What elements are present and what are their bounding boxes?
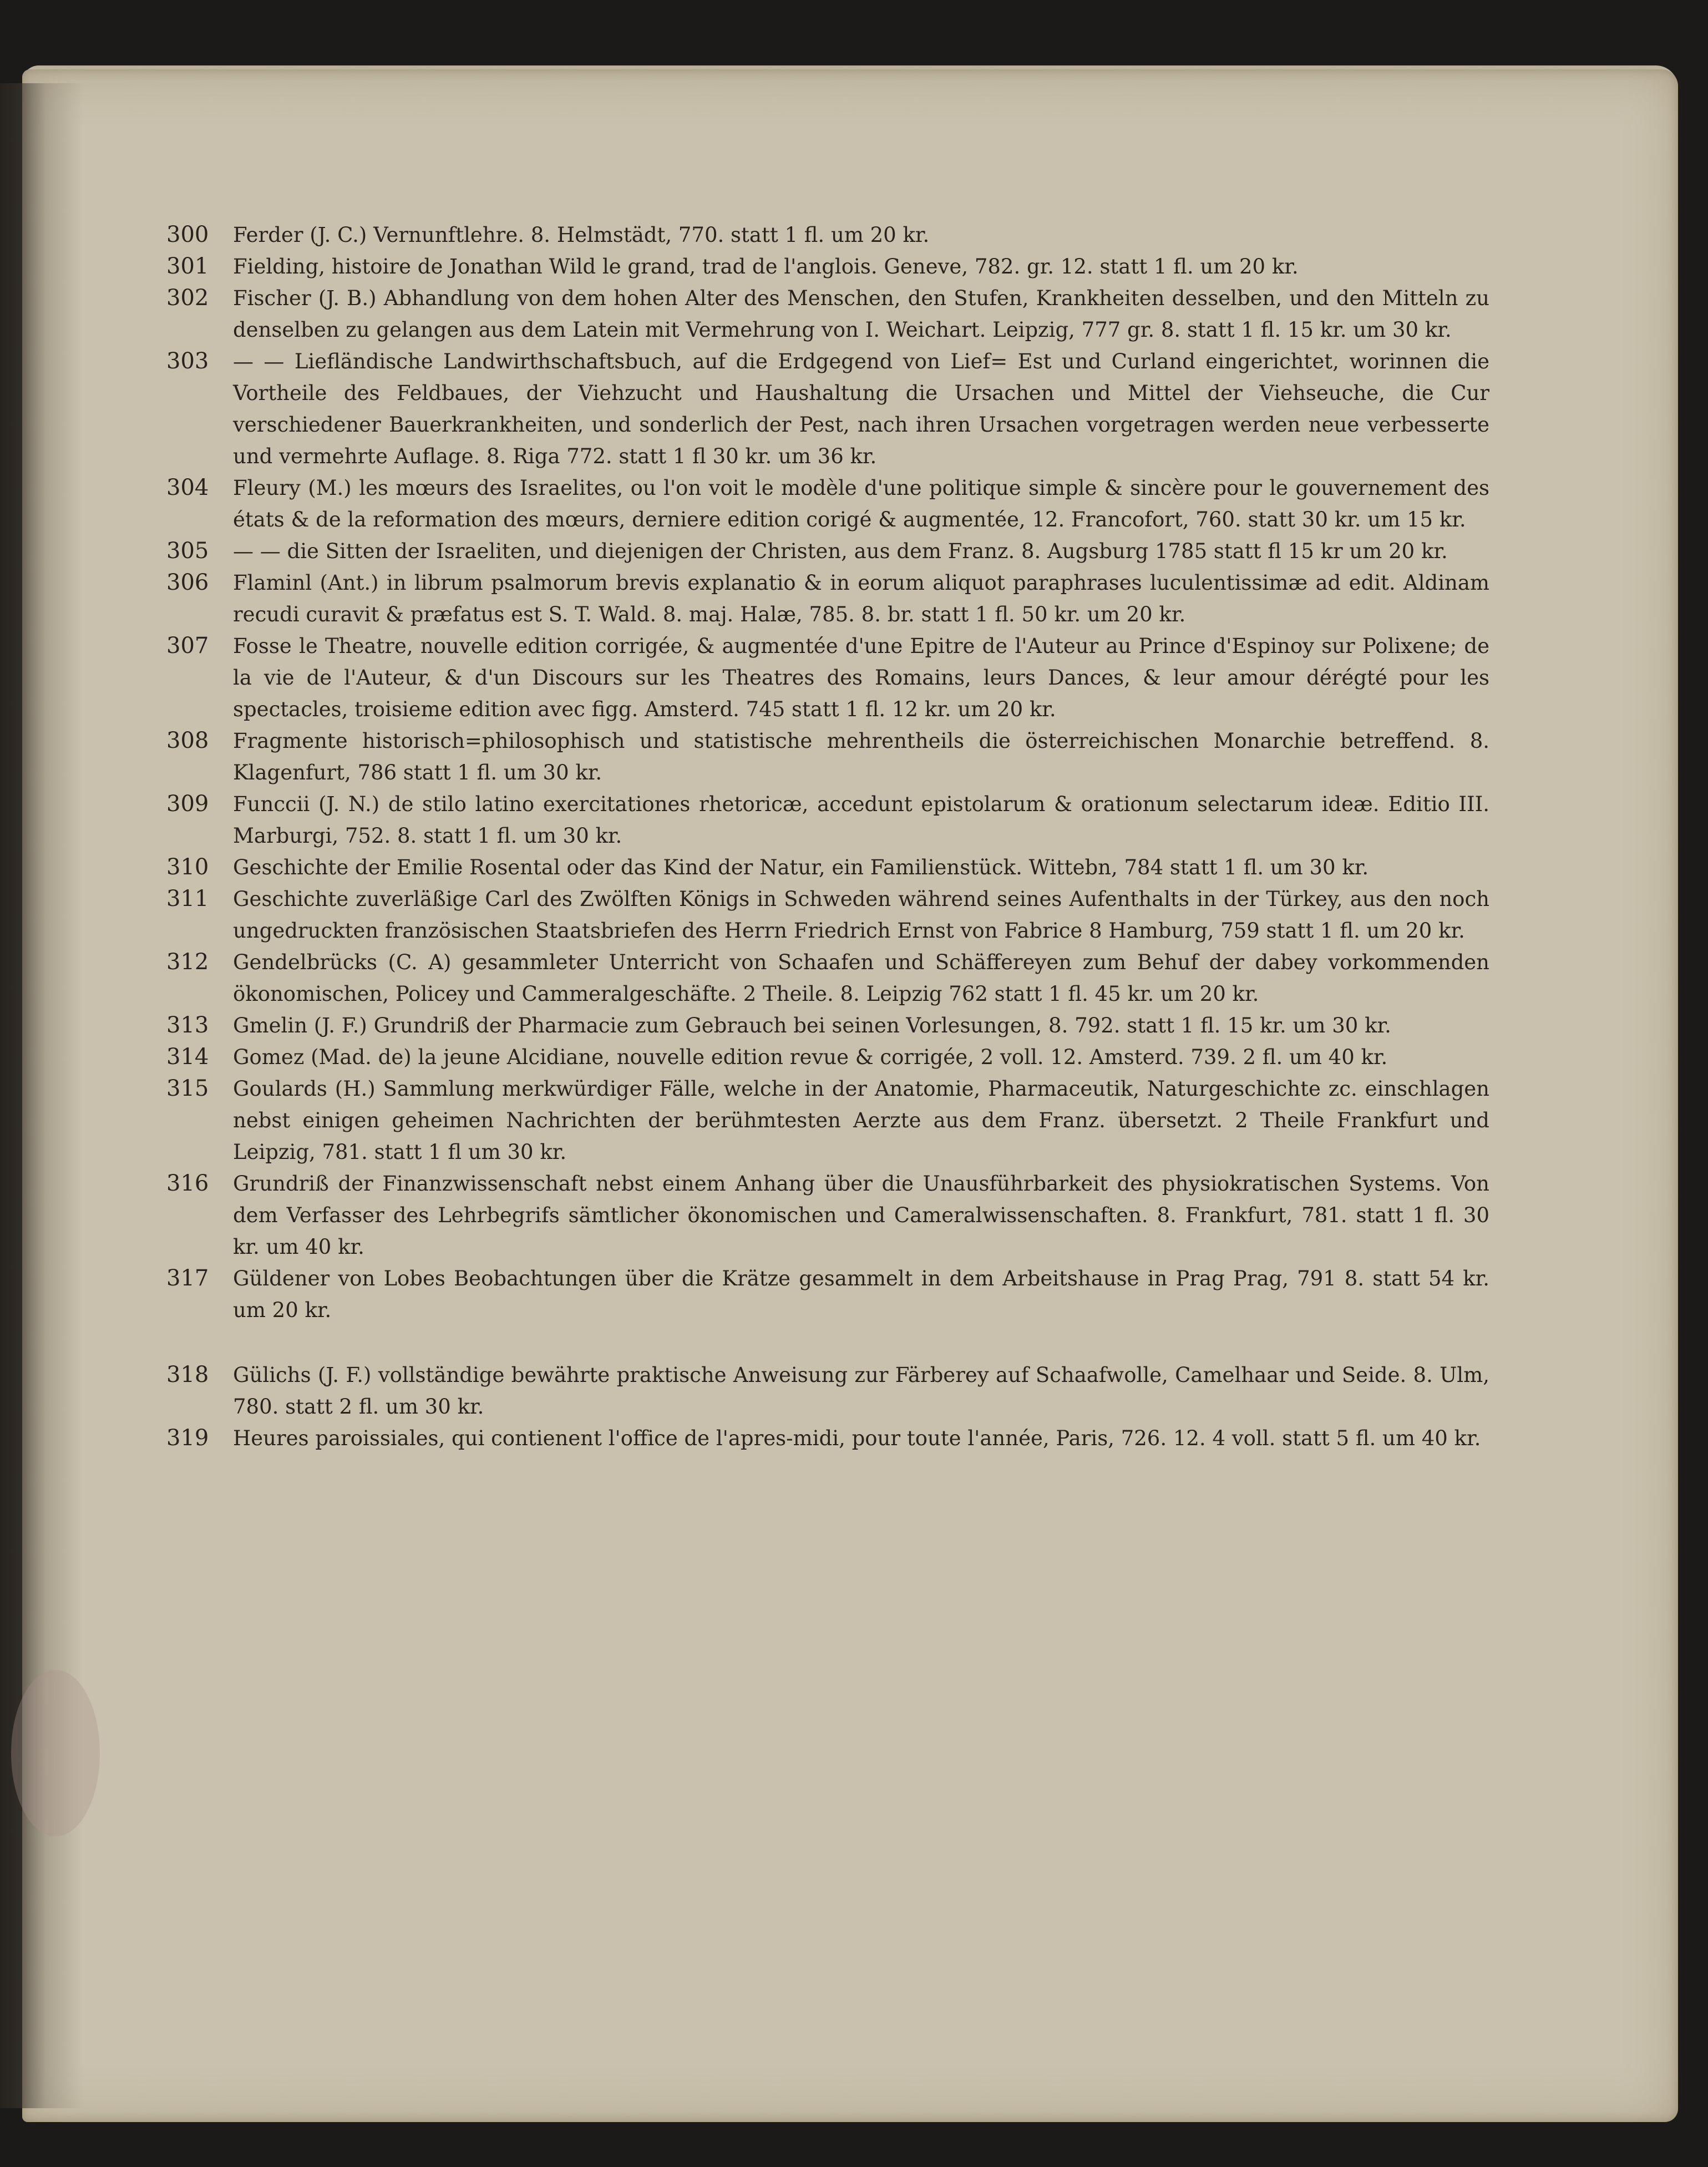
entry-number: 314	[166, 1044, 209, 1070]
catalogue-entry	[166, 630, 1489, 725]
entry-number: 315	[166, 1076, 209, 1101]
catalogue-entry	[166, 852, 1489, 883]
entry-number: 308	[166, 728, 209, 753]
catalogue-entry	[166, 1010, 1489, 1041]
entry-number: 312	[166, 949, 209, 975]
entry-text: Heures paroissiales, qui contienent l'office de l'apres-midi, pour toute l'année, Paris, 726. 12. 4 voll. statt 5 fl. um 40 kr.	[233, 1426, 1481, 1450]
catalogue-entry	[166, 1041, 1489, 1073]
entry-text: Fragmente historisch=philosophisch und statistische mehrentheils die österreichischen Monarchie betreffend. 8. Klagenfurt, 786 statt 1 fl. um 30 kr.	[233, 729, 1489, 784]
catalogue-entry	[166, 1422, 1489, 1454]
entry-number: 313	[166, 1012, 209, 1038]
entry-number: 304	[166, 475, 209, 500]
entry-number: 317	[166, 1265, 209, 1291]
catalogue-entry	[166, 788, 1489, 852]
catalogue-entry	[166, 251, 1489, 282]
entry-number: 303	[166, 348, 209, 374]
entry-number: 316	[166, 1171, 209, 1196]
entry-text: Gendelbrücks (C. A) gesammleter Unterricht von Schaafen und Schäffereyen zum Behuf der dabey vorkommenden ökonomischen, Policey und Cammeralgeschäfte. 2 Theile. 8. Leipzig 762 statt 1 fl. 45 kr. um 20 kr.	[233, 950, 1489, 1006]
catalogue-entry	[166, 1168, 1489, 1263]
entry-text: Grundriß der Finanzwissenschaft nebst einem Anhang über die Unausführbarkeit des physiokratischen Systems. Von dem Verfasser des Lehrbegrifs sämtlicher ökonomischen und Cameralwissenschaften. 8. Frankfurt, 781. statt 1 fl. 30 kr. um 40 kr.	[233, 1172, 1489, 1259]
entry-number: 306	[166, 570, 209, 595]
entry-number: 307	[166, 633, 209, 659]
catalogue-entry	[166, 1359, 1489, 1422]
entry-text: Fosse le Theatre, nouvelle edition corrigée, & augmentée d'une Epitre de l'Auteur au Prince d'Espinoy sur Polixene; de la vie de l'Auteur, & d'un Discours sur les Theatres des Romains, leurs Dances, & leur amour dérégté pour les spectacles, troisieme edition avec figg. Amsterd. 745 statt 1 fl. 12 kr. um 20 kr.	[233, 634, 1489, 721]
entry-number: 319	[166, 1425, 209, 1451]
entry-text: Gomez (Mad. de) la jeune Alcidiane, nouvelle edition revue & corrigée, 2 voll. 12. Amsterd. 739. 2 fl. um 40 kr.	[233, 1045, 1388, 1069]
entry-number: 318	[166, 1362, 209, 1388]
catalogue-entry	[166, 472, 1489, 535]
catalogue-entry-list	[166, 219, 1489, 1454]
catalogue-entry	[166, 1263, 1489, 1326]
entry-text: Fleury (M.) les mœurs des Israelites, ou l'on voit le modèle d'une politique simple & sincère pour le gouvernement des états & de la reformation des mœurs, derniere edition corigé & augmentée, 12. Francofort, 760. statt 30 kr. um 15 kr.	[233, 476, 1489, 531]
catalogue-entry	[166, 725, 1489, 788]
entry-text: Fischer (J. B.) Abhandlung von dem hohen Alter des Menschen, den Stufen, Krankheiten desselben, und den Mitteln zu denselben zu gelangen aus dem Latein mit Vermehrung von I. Weichart. Leipzig, 777 gr. 8. statt 1 fl. 15 kr. um 30 kr.	[233, 286, 1489, 342]
paper-stain	[11, 1670, 100, 1836]
entry-text: Geschichte der Emilie Rosental oder das Kind der Natur, ein Familienstück. Wittebn, 784 statt 1 fl. um 30 kr.	[233, 855, 1369, 879]
entry-text: Gmelin (J. F.) Grundriß der Pharmacie zum Gebrauch bei seinen Vorlesungen, 8. 792. statt 1 fl. 15 kr. um 30 kr.	[233, 1014, 1391, 1037]
catalogue-entry	[166, 567, 1489, 630]
entry-text: Güldener von Lobes Beobachtungen über die Krätze gesammelt in dem Arbeitshause in Prag Prag, 791 8. statt 54 kr. um 20 kr.	[233, 1267, 1489, 1322]
entry-text: Flaminl (Ant.) in librum psalmorum brevis explanatio & in eorum aliquot paraphrases luculentissimæ ad edit. Aldinam recudi curavit & præfatus est S. T. Wald. 8. maj. Halæ, 785. 8. br. statt 1 fl. 50 kr. um 20 kr.	[233, 571, 1489, 626]
catalogue-entry	[166, 219, 1489, 251]
catalogue-entry	[166, 946, 1489, 1010]
entry-text: Fielding, histoire de Jonathan Wild le grand, trad de l'anglois. Geneve, 782. gr. 12. statt 1 fl. um 20 kr.	[233, 255, 1299, 279]
catalogue-entry	[166, 346, 1489, 472]
entry-text: Geschichte zuverläßige Carl des Zwölften Königs in Schweden während seines Aufenthalts in der Türkey, aus den noch ungedruckten französischen Staatsbriefen des Herrn Friedrich Ernst von Fabrice 8 Hamburg, 759 statt 1 fl. um 20 kr.	[233, 887, 1489, 943]
entry-text: Funccii (J. N.) de stilo latino exercitationes rhetoricæ, accedunt epistolarum & orationum selectarum ideæ. Editio III. Marburgi, 752. 8. statt 1 fl. um 30 kr.	[233, 792, 1489, 848]
catalogue-entry	[166, 883, 1489, 946]
entry-number: 302	[166, 285, 209, 311]
entry-text: Gülichs (J. F.) vollständige bewährte praktische Anweisung zur Färberey auf Schaafwolle, Camelhaar und Seide. 8. Ulm, 780. statt 2 fl. um 30 kr.	[233, 1363, 1489, 1419]
catalogue-entry	[166, 535, 1489, 567]
entry-number: 301	[166, 254, 209, 279]
catalogue-entry	[166, 282, 1489, 346]
catalogue-entry	[166, 1073, 1489, 1168]
entry-text: Ferder (J. C.) Vernunftlehre. 8. Helmstädt, 770. statt 1 fl. um 20 kr.	[233, 223, 930, 247]
entry-number: 311	[166, 886, 209, 912]
entry-number: 300	[166, 222, 209, 247]
entry-number: 310	[166, 854, 209, 880]
entry-number: 305	[166, 538, 209, 564]
entry-number: 309	[166, 791, 209, 817]
entry-text: Goulards (H.) Sammlung merkwürdiger Fälle, welche in der Anatomie, Pharmaceutik, Naturgeschichte zc. einschlagen nebst einigen geheimen Nachrichten der berühmtesten Aerzte aus dem Franz. übersetzt. 2 Theile Frankfurt und Leipzig, 781. statt 1 fl um 30 kr.	[233, 1077, 1489, 1164]
entry-text: — — Liefländische Landwirthschaftsbuch, auf die Erdgegend von Lief= Est und Curland eingerichtet, worinnen die Vortheile des Feldbaues, der Viehzucht und Haushaltung die Ursachen und Mittel der Viehseuche, die Cur verschiedener Bauerkrankheiten, und sonderlich der Pest, nach ihren Ursachen vorgetragen werden neue verbesserte und vermehrte Auflage. 8. Riga 772. statt 1 fl 30 kr. um 36 kr.	[233, 350, 1489, 468]
entry-text: — — die Sitten der Israeliten, und diejenigen der Christen, aus dem Franz. 8. Augsburg 1785 statt fl 15 kr um 20 kr.	[233, 539, 1448, 563]
